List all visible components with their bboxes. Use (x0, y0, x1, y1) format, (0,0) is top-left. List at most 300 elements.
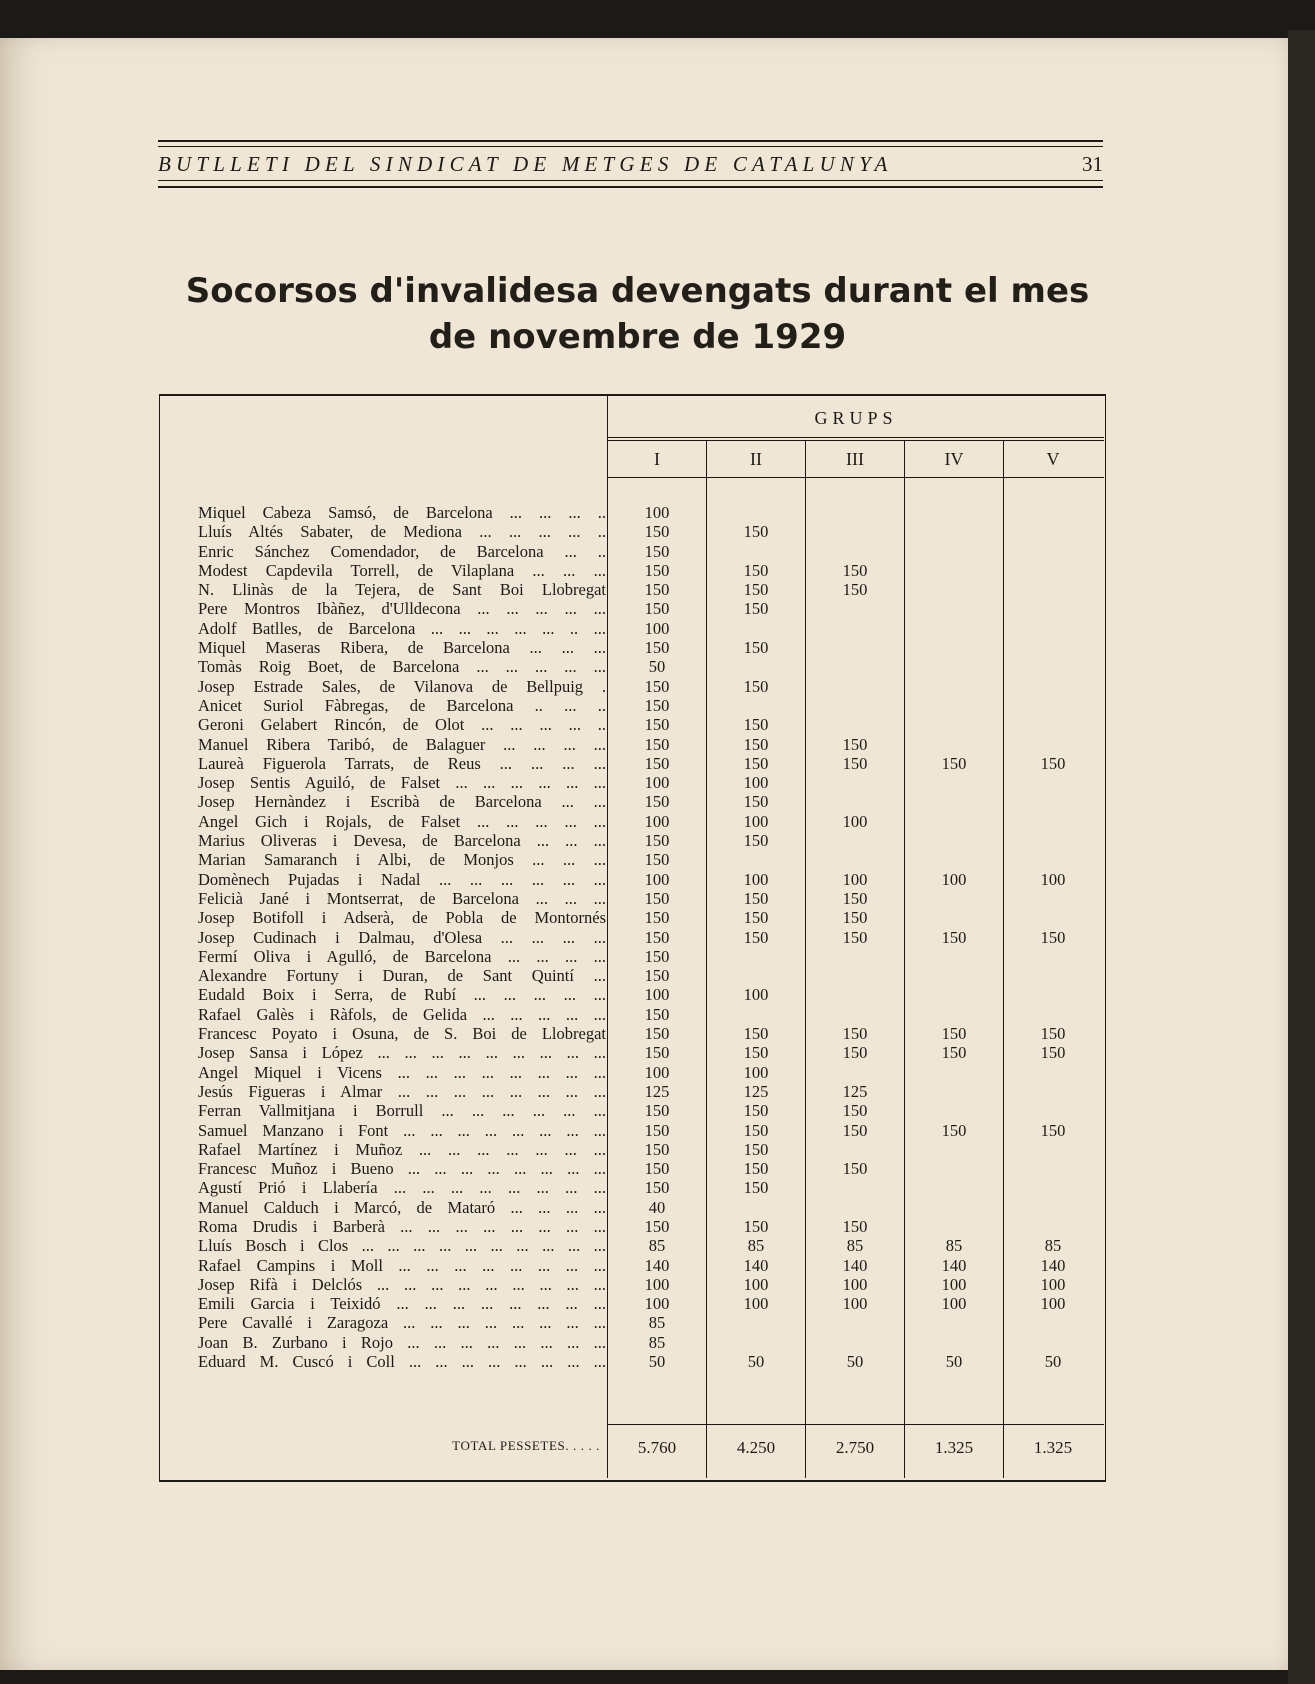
table-cell (806, 1333, 904, 1352)
table-cell (1004, 735, 1102, 754)
table-row-name: Josep Botifoll i Adserà, de Pobla de Montornés (198, 908, 606, 928)
table-cell: 100 (941, 869, 967, 889)
table-cell (905, 985, 1003, 1004)
table-cell: 50 (1044, 1352, 1062, 1372)
table-row-name: Laureà Figuerola Tarrats, de Reus ... ... ... ... (198, 753, 606, 773)
header-rule (158, 146, 1103, 147)
table-cell: 150 (1040, 753, 1066, 773)
table-cell (905, 580, 1003, 599)
table-cell (1004, 696, 1102, 715)
table-row-name: Jesús Figueras i Almar ... ... ... ... ... ... ... ... (198, 1081, 606, 1101)
table-cell (905, 677, 1003, 696)
table-cell (1004, 638, 1102, 657)
table-cell: 150 (743, 792, 769, 812)
table-cell (707, 1313, 805, 1332)
table-cell: 150 (842, 753, 868, 773)
table-cell: 140 (1040, 1255, 1066, 1275)
table-cell: 150 (743, 1024, 769, 1044)
total-rule (608, 1424, 1104, 1425)
table-cell: 150 (743, 1043, 769, 1063)
table-cell (806, 599, 904, 618)
table-cell: 150 (941, 1024, 967, 1044)
table-cell (905, 657, 1003, 676)
table-cell (707, 503, 805, 522)
table-row-name: Ferran Vallmitjana i Borrull ... ... ... ... ... ... (198, 1101, 606, 1121)
table-cell (1004, 1217, 1102, 1236)
table-cell: 150 (743, 638, 769, 658)
header-rule (158, 180, 1103, 181)
table-cell (1004, 966, 1102, 985)
table-cell: 150 (743, 522, 769, 542)
table-cell: 100 (1040, 869, 1066, 889)
table-cell: 150 (842, 888, 868, 908)
table-row-name: Modest Capdevila Torrell, de Vilaplana ... ... ... (198, 560, 606, 580)
column-head-v: V (1046, 449, 1060, 469)
table-cell: 150 (1040, 927, 1066, 947)
table-row-name: Domènech Pujadas i Nadal ... ... ... ... ... ... (198, 869, 606, 889)
table-cell: 150 (644, 1024, 670, 1044)
table-row-name: Lluís Bosch i Clos ... ... ... ... ... ... ... ... ... ... (198, 1236, 606, 1256)
running-title: BUTLLETI DEL SINDICAT DE METGES DE CATALUNYA (158, 152, 893, 176)
table-cell: 150 (842, 927, 868, 947)
table-cell: 150 (941, 1120, 967, 1140)
table-cell (1004, 503, 1102, 522)
table-cell: 100 (842, 1274, 868, 1294)
table-cell: 100 (644, 773, 670, 793)
table-cell (806, 773, 904, 792)
table-row-name: Eudald Boix i Serra, de Rubí ... ... ... ... ... (198, 985, 606, 1005)
table-row-name: Josep Estrade Sales, de Vilanova de Bellpuig . (198, 676, 606, 696)
table-cell (707, 542, 805, 561)
table-row-name: Marius Oliveras i Devesa, de Barcelona ... ... ... (198, 831, 606, 851)
table-cell: 150 (842, 1024, 868, 1044)
table-row-name: Samuel Manzano i Font ... ... ... ... ... ... ... ... (198, 1120, 606, 1140)
table-cell (806, 503, 904, 522)
table-cell (806, 1313, 904, 1332)
table-cell (806, 1198, 904, 1217)
title-line-1: Socorsos d'invalidesa devengats durant el mes (185, 271, 1090, 311)
table-cell (1004, 677, 1102, 696)
table-cell (707, 1333, 805, 1352)
table-cell (1004, 773, 1102, 792)
table-cell (707, 696, 805, 715)
grups-header: GRUPS (814, 408, 898, 428)
table-row-name: Josep Hernàndez i Escribà de Barcelona ... ... (198, 792, 606, 812)
table-cell (1004, 792, 1102, 811)
table-cell (905, 1313, 1003, 1332)
running-header (158, 140, 1103, 192)
table-cell (1004, 599, 1102, 618)
table-cell (905, 522, 1003, 541)
page-edge (1288, 30, 1315, 1684)
table-cell (905, 715, 1003, 734)
total-iv: 1.325 (934, 1438, 974, 1457)
table-row-name: Roma Drudis i Barberà ... ... ... ... ... ... ... ... (198, 1216, 606, 1236)
column-v-values (1004, 503, 1102, 1371)
table-cell (806, 542, 904, 561)
table-cell: 150 (743, 1159, 769, 1179)
table-cell: 150 (743, 753, 769, 773)
table-cell: 150 (842, 908, 868, 928)
table-cell: 150 (941, 753, 967, 773)
table-cell (1004, 1082, 1102, 1101)
table-cell: 150 (743, 676, 769, 696)
table-cell: 85 (1044, 1236, 1062, 1256)
table-cell: 100 (842, 1294, 868, 1314)
table-cell: 150 (842, 580, 868, 600)
table-cell: 100 (743, 1294, 769, 1314)
table-row-name: Tomàs Roig Boet, de Barcelona ... ... ... ... ... (198, 657, 606, 677)
table-cell (1004, 908, 1102, 927)
table-cell (806, 966, 904, 985)
grups-rule (608, 440, 1104, 441)
table-row-name: Josep Rifà i Delclós ... ... ... ... ... ... ... ... ... (198, 1274, 606, 1294)
table-cell (707, 850, 805, 869)
table-cell: 125 (842, 1081, 868, 1101)
table-cell: 100 (842, 869, 868, 889)
table-row-name: Fermí Oliva i Agulló, de Barcelona ... ... ... ... (198, 946, 606, 966)
table-cell: 125 (644, 1081, 670, 1101)
table-row-name: Adolf Batlles, de Barcelona ... ... ... ... ... .. ... (198, 618, 606, 638)
table-row-name: N. Llinàs de la Tejera, de Sant Boi Llobregat (198, 580, 606, 600)
table-cell: 150 (743, 831, 769, 851)
header-rule (158, 186, 1103, 188)
table-cell: 150 (644, 715, 670, 735)
table-cell (707, 1005, 805, 1024)
table-cell: 85 (648, 1332, 666, 1352)
column-ii-values (707, 503, 805, 1371)
title-line-2: de novembre de 1929 (428, 317, 847, 357)
table-cell (905, 638, 1003, 657)
table-cell: 150 (644, 676, 670, 696)
table-cell (1004, 889, 1102, 908)
table-cell (806, 850, 904, 869)
name-column (198, 503, 606, 1371)
table-cell: 150 (644, 522, 670, 542)
table-cell: 140 (644, 1255, 670, 1275)
table-cell: 100 (743, 869, 769, 889)
table-cell (1004, 522, 1102, 541)
column-head-ii: II (750, 449, 762, 469)
table-cell: 100 (941, 1274, 967, 1294)
table-cell: 150 (644, 850, 670, 870)
table-cell: 150 (644, 908, 670, 928)
table-cell: 150 (644, 753, 670, 773)
total-iii: 2.750 (835, 1438, 875, 1457)
table-cell (905, 542, 1003, 561)
table-cell: 100 (644, 1274, 670, 1294)
table-cell: 150 (743, 888, 769, 908)
column-head-rule (608, 477, 1104, 478)
table-cell (1004, 619, 1102, 638)
table-row-name: Emili Garcia i Teixidó ... ... ... ... ... ... ... ... (198, 1294, 606, 1314)
total-v: 1.325 (1033, 1438, 1073, 1457)
table-cell (806, 1178, 904, 1197)
table-cell: 150 (644, 1159, 670, 1179)
column-iii-values (806, 503, 904, 1371)
table-cell: 100 (1040, 1294, 1066, 1314)
table-cell (905, 773, 1003, 792)
table-cell: 150 (743, 560, 769, 580)
column-iv-values (905, 503, 1003, 1371)
table-cell: 140 (842, 1255, 868, 1275)
table-cell: 150 (842, 1043, 868, 1063)
table-cell: 85 (648, 1236, 666, 1256)
table-cell: 140 (941, 1255, 967, 1275)
table-cell (905, 831, 1003, 850)
table-cell (905, 1140, 1003, 1159)
column-head-i: I (654, 449, 660, 469)
table-cell: 150 (941, 1043, 967, 1063)
table-cell: 150 (743, 1101, 769, 1121)
grups-rule (608, 437, 1104, 438)
table-row-name: Marian Samaranch i Albi, de Monjos ... ... ... (198, 850, 606, 870)
table-cell: 150 (842, 560, 868, 580)
table-cell: 150 (644, 638, 670, 658)
table-cell (905, 1005, 1003, 1024)
table-row-name: Agustí Prió i Llabería ... ... ... ... ... ... ... ... (198, 1178, 606, 1198)
table-cell: 100 (743, 1062, 769, 1082)
table-cell (806, 1140, 904, 1159)
page-number: 31 (1082, 152, 1103, 176)
table-cell: 100 (644, 618, 670, 638)
table-cell (806, 638, 904, 657)
table-row-name: Manuel Ribera Taribó, de Balaguer ... ... ... ... (198, 734, 606, 754)
table-cell: 150 (743, 1139, 769, 1159)
table-cell (806, 985, 904, 1004)
table-cell (1004, 1198, 1102, 1217)
table-row-name: Anicet Suriol Fàbregas, de Barcelona .. ... .. (198, 695, 606, 715)
table-cell: 150 (644, 831, 670, 851)
table-cell (1004, 1313, 1102, 1332)
table-cell: 100 (644, 985, 670, 1005)
table-row-name: Lluís Altés Sabater, de Mediona ... ... ... ... .. (198, 522, 606, 542)
table-cell: 150 (743, 1120, 769, 1140)
table-cell (1004, 657, 1102, 676)
table-cell (1004, 812, 1102, 831)
table-cell: 100 (743, 811, 769, 831)
table-cell (905, 696, 1003, 715)
table-cell: 150 (644, 1120, 670, 1140)
table-cell: 100 (1040, 1274, 1066, 1294)
table-cell: 100 (743, 985, 769, 1005)
table-cell: 100 (743, 773, 769, 793)
table-cell (707, 966, 805, 985)
table-cell (1004, 561, 1102, 580)
table-row-name: Pere Cavallé i Zaragoza ... ... ... ... ... ... ... ... (198, 1313, 606, 1333)
table-cell (905, 966, 1003, 985)
table-cell (905, 1159, 1003, 1178)
table-cell: 150 (842, 734, 868, 754)
table-cell (806, 696, 904, 715)
table-cell (1004, 1063, 1102, 1082)
table-cell (905, 1333, 1003, 1352)
table-cell (806, 715, 904, 734)
column-head-iii: III (846, 449, 864, 469)
table-cell: 150 (743, 580, 769, 600)
table-cell: 150 (743, 908, 769, 928)
table-cell: 150 (644, 1178, 670, 1198)
table-row-name: Manuel Calduch i Marcó, de Mataró ... ... ... ... (198, 1197, 606, 1217)
column-head-iv: IV (944, 449, 964, 469)
table-cell: 150 (842, 1216, 868, 1236)
total-label: TOTAL PESSETES. . . . . (452, 1438, 600, 1453)
table-row-name: Rafael Campins i Moll ... ... ... ... ... ... ... ... (198, 1255, 606, 1275)
table-cell (806, 522, 904, 541)
table-cell: 150 (842, 1120, 868, 1140)
table-cell: 150 (743, 734, 769, 754)
table-cell: 150 (1040, 1043, 1066, 1063)
table-cell (1004, 715, 1102, 734)
table-cell (905, 1101, 1003, 1120)
table-cell: 40 (648, 1197, 666, 1217)
table-cell: 150 (644, 966, 670, 986)
table-cell: 50 (648, 657, 666, 677)
table-cell (806, 1005, 904, 1024)
table-cell (905, 561, 1003, 580)
table-cell (905, 599, 1003, 618)
table-cell (806, 619, 904, 638)
table-cell: 50 (846, 1352, 864, 1372)
table-cell (1004, 1159, 1102, 1178)
table-cell (905, 812, 1003, 831)
table-cell (1004, 542, 1102, 561)
table-cell (707, 619, 805, 638)
table-cell (1004, 831, 1102, 850)
table-row-name: Francesc Poyato i Osuna, de S. Boi de Llobregat (198, 1024, 606, 1044)
table-cell: 50 (648, 1352, 666, 1372)
table-cell: 150 (842, 1159, 868, 1179)
table-cell: 150 (644, 927, 670, 947)
total-ii: 4.250 (736, 1438, 776, 1457)
table-row-name: Josep Sentis Aguiló, de Falset ... ... ... ... ... ... (198, 773, 606, 793)
table-row-name: Miquel Cabeza Samsó, de Barcelona ... ... ... .. (198, 503, 606, 522)
table-cell: 100 (644, 811, 670, 831)
table-row-name: Felicià Jané i Montserrat, de Barcelona ... ... ... (198, 888, 606, 908)
table-cell: 150 (743, 599, 769, 619)
table-cell: 150 (743, 927, 769, 947)
table-cell: 150 (644, 792, 670, 812)
table-cell: 150 (644, 1004, 670, 1024)
table-row-name: Francesc Muñoz i Bueno ... ... ... ... ... ... ... ... (198, 1159, 606, 1179)
table-cell (1004, 580, 1102, 599)
table-cell: 150 (644, 695, 670, 715)
table-cell (1004, 1101, 1102, 1120)
table-cell: 150 (644, 560, 670, 580)
table-cell: 50 (747, 1352, 765, 1372)
table-cell (1004, 947, 1102, 966)
table-cell (905, 850, 1003, 869)
table-cell: 85 (945, 1236, 963, 1256)
table-cell: 100 (644, 503, 670, 522)
table-cell: 85 (846, 1236, 864, 1256)
table-cell: 150 (644, 734, 670, 754)
table-cell (1004, 1178, 1102, 1197)
table-row-name: Josep Sansa i López ... ... ... ... ... ... ... ... ... (198, 1043, 606, 1063)
table-cell: 100 (644, 869, 670, 889)
table-cell (905, 1198, 1003, 1217)
table-cell (806, 831, 904, 850)
table-cell: 150 (941, 927, 967, 947)
table-cell (905, 792, 1003, 811)
table-row-name: Rafael Galès i Ràfols, de Gelida ... ... ... ... ... (198, 1004, 606, 1024)
table-cell: 150 (1040, 1120, 1066, 1140)
table-row-name: Enric Sánchez Comendador, de Barcelona ... .. (198, 541, 606, 561)
table-cell: 150 (644, 541, 670, 561)
table-cell (905, 1217, 1003, 1236)
table-cell (905, 889, 1003, 908)
table-cell (1004, 1140, 1102, 1159)
table-row-name: Josep Cudinach i Dalmau, d'Olesa ... ... ... ... (198, 927, 606, 947)
table-row-name: Angel Miquel i Vicens ... ... ... ... ... ... ... ... (198, 1062, 606, 1082)
table-cell: 150 (743, 1178, 769, 1198)
table-cell (905, 908, 1003, 927)
table-cell: 150 (743, 715, 769, 735)
table-cell (905, 1063, 1003, 1082)
table-cell: 150 (644, 599, 670, 619)
table-cell (707, 1198, 805, 1217)
table-cell: 150 (644, 888, 670, 908)
table-cell: 85 (648, 1313, 666, 1333)
header-rule (158, 140, 1103, 142)
table-cell (905, 503, 1003, 522)
table-cell (905, 735, 1003, 754)
table-cell: 150 (644, 946, 670, 966)
table-cell: 50 (945, 1352, 963, 1372)
table-cell: 150 (644, 580, 670, 600)
table-cell: 150 (644, 1043, 670, 1063)
table-cell (1004, 1005, 1102, 1024)
table-row-name: Joan B. Zurbano i Rojo ... ... ... ... ... ... ... ... (198, 1332, 606, 1352)
table-cell (1004, 1333, 1102, 1352)
table-cell (806, 677, 904, 696)
table-cell (905, 1178, 1003, 1197)
table-cell: 150 (743, 1216, 769, 1236)
table-cell (1004, 850, 1102, 869)
column-i-values (608, 503, 706, 1371)
table-row-name: Pere Montros Ibàñez, d'Ulldecona ... ... ... ... ... (198, 599, 606, 619)
table-cell: 100 (644, 1294, 670, 1314)
table-cell: 100 (941, 1294, 967, 1314)
table-row-name: Angel Gich i Rojals, de Falset ... ... ... ... ... (198, 811, 606, 831)
table-cell: 125 (743, 1081, 769, 1101)
table-cell: 85 (747, 1236, 765, 1256)
table-cell (806, 1063, 904, 1082)
total-i: 5.760 (637, 1438, 677, 1457)
table-cell: 150 (644, 1139, 670, 1159)
table-cell: 150 (644, 1216, 670, 1236)
table-cell (806, 792, 904, 811)
page-title (160, 268, 1115, 360)
table-row-name: Geroni Gelabert Rincón, de Olot ... ... ... ... .. (198, 715, 606, 735)
table-cell: 100 (644, 1062, 670, 1082)
table-cell: 150 (1040, 1024, 1066, 1044)
table-cell: 140 (743, 1255, 769, 1275)
table-row-name: Miquel Maseras Ribera, de Barcelona ... ... ... (198, 638, 606, 658)
table-cell (905, 947, 1003, 966)
table-row-name: Eduard M. Cuscó i Coll ... ... ... ... ... ... ... ... (198, 1352, 606, 1372)
table-cell (707, 657, 805, 676)
table-cell: 100 (743, 1274, 769, 1294)
table-row-name: Rafael Martínez i Muñoz ... ... ... ... ... ... ... (198, 1139, 606, 1159)
table-cell (806, 657, 904, 676)
table-cell (707, 947, 805, 966)
table-cell: 150 (842, 1101, 868, 1121)
table-row-name: Alexandre Fortuny i Duran, de Sant Quintí ... (198, 966, 606, 986)
table-cell (905, 1082, 1003, 1101)
table-cell (1004, 985, 1102, 1004)
table-cell: 100 (842, 811, 868, 831)
